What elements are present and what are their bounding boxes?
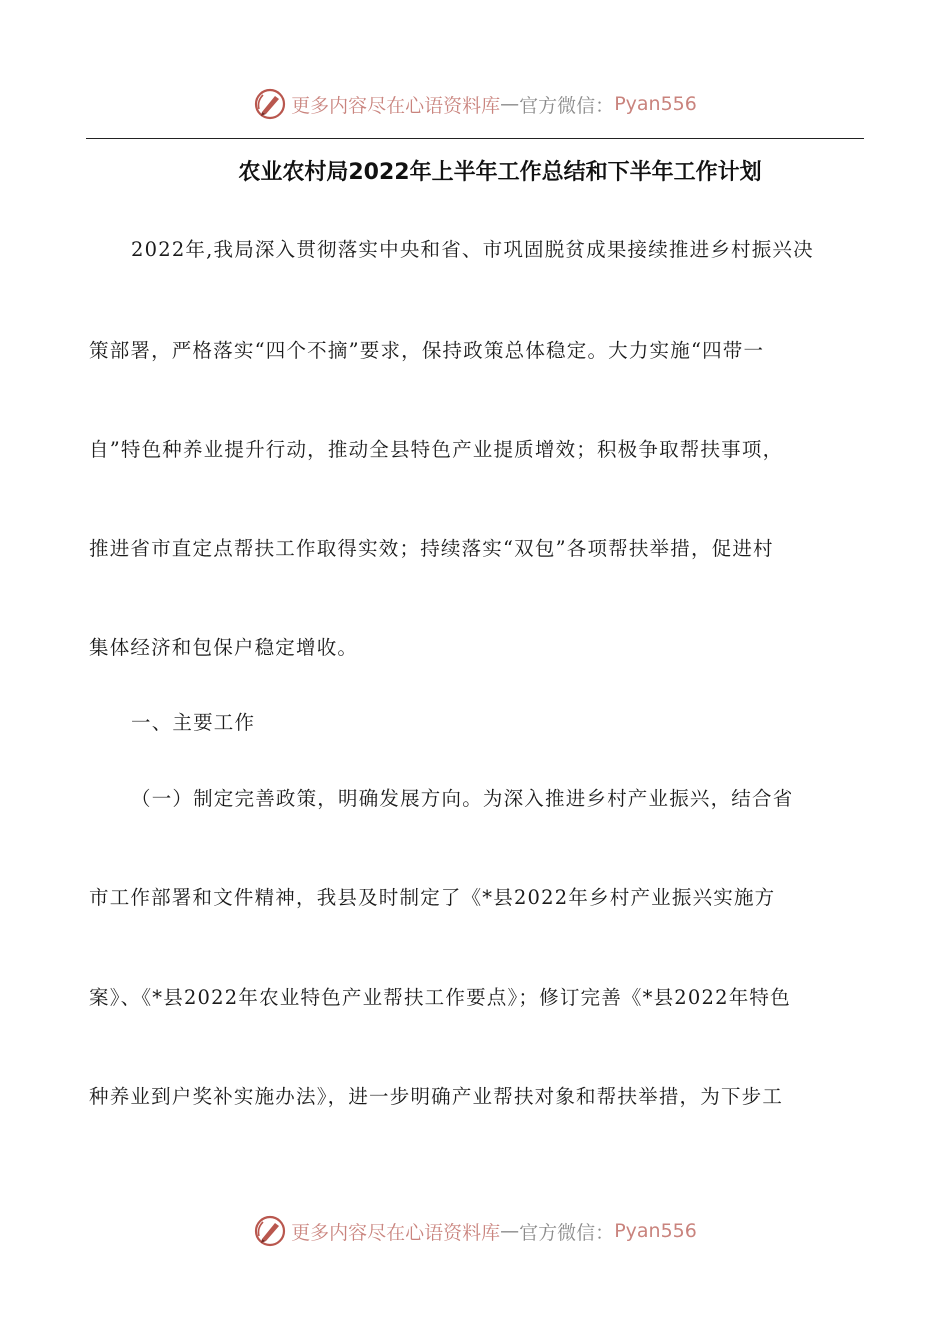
watermark-handle: Pyan556 (614, 1220, 697, 1242)
body-line: 案》、《*县2022年农业特色产业帮扶工作要点》；修订完善《*县2022年特色 (89, 986, 791, 1009)
watermark-separator: — (500, 1220, 520, 1242)
body-line: 策部署，严格落实“四个不摘”要求，保持政策总体稳定。大力实施“四带一 (89, 339, 765, 362)
pen-logo-icon (253, 87, 287, 121)
body-line: 推进省市直定点帮扶工作取得实效；持续落实“双包”各项帮扶举措，促进村 (89, 537, 774, 560)
body-line: 自”特色种养业提升行动，推动全县特色产业提质增效；积极争取帮扶事项， (89, 438, 784, 461)
watermark-site-text: 更多内容尽在心语资料库 (291, 94, 501, 117)
body-line: 2022年,我局深入贯彻落实中央和省、市巩固脱贫成果接续推进乡村振兴决 (131, 238, 814, 261)
header-rule (86, 138, 864, 139)
body-line: 集体经济和包保户稳定增收。 (89, 636, 359, 659)
pen-logo-icon (253, 1214, 287, 1248)
body-line: （一）制定完善政策，明确发展方向。为深入推进乡村产业振兴，结合省 (131, 787, 794, 810)
document-title: 农业农村局2022年上半年工作总结和下半年工作计划 (238, 160, 762, 185)
body-line: 市工作部署和文件精神，我县及时制定了《*县2022年乡村产业振兴实施方 (89, 886, 776, 909)
section-heading: 一、主要工作 (131, 711, 256, 734)
watermark-site-text: 更多内容尽在心语资料库 (291, 1221, 501, 1244)
watermark-banner-bottom (0, 1211, 950, 1251)
watermark-separator: — (500, 93, 520, 115)
watermark-official-label: 官方微信： (519, 94, 615, 117)
watermark-handle: Pyan556 (614, 93, 697, 115)
watermark-official-label: 官方微信： (519, 1221, 615, 1244)
watermark-banner-top (0, 84, 950, 124)
body-line: 种养业到户奖补实施办法》，进一步明确产业帮扶对象和帮扶举措，为下步工 (89, 1085, 784, 1108)
